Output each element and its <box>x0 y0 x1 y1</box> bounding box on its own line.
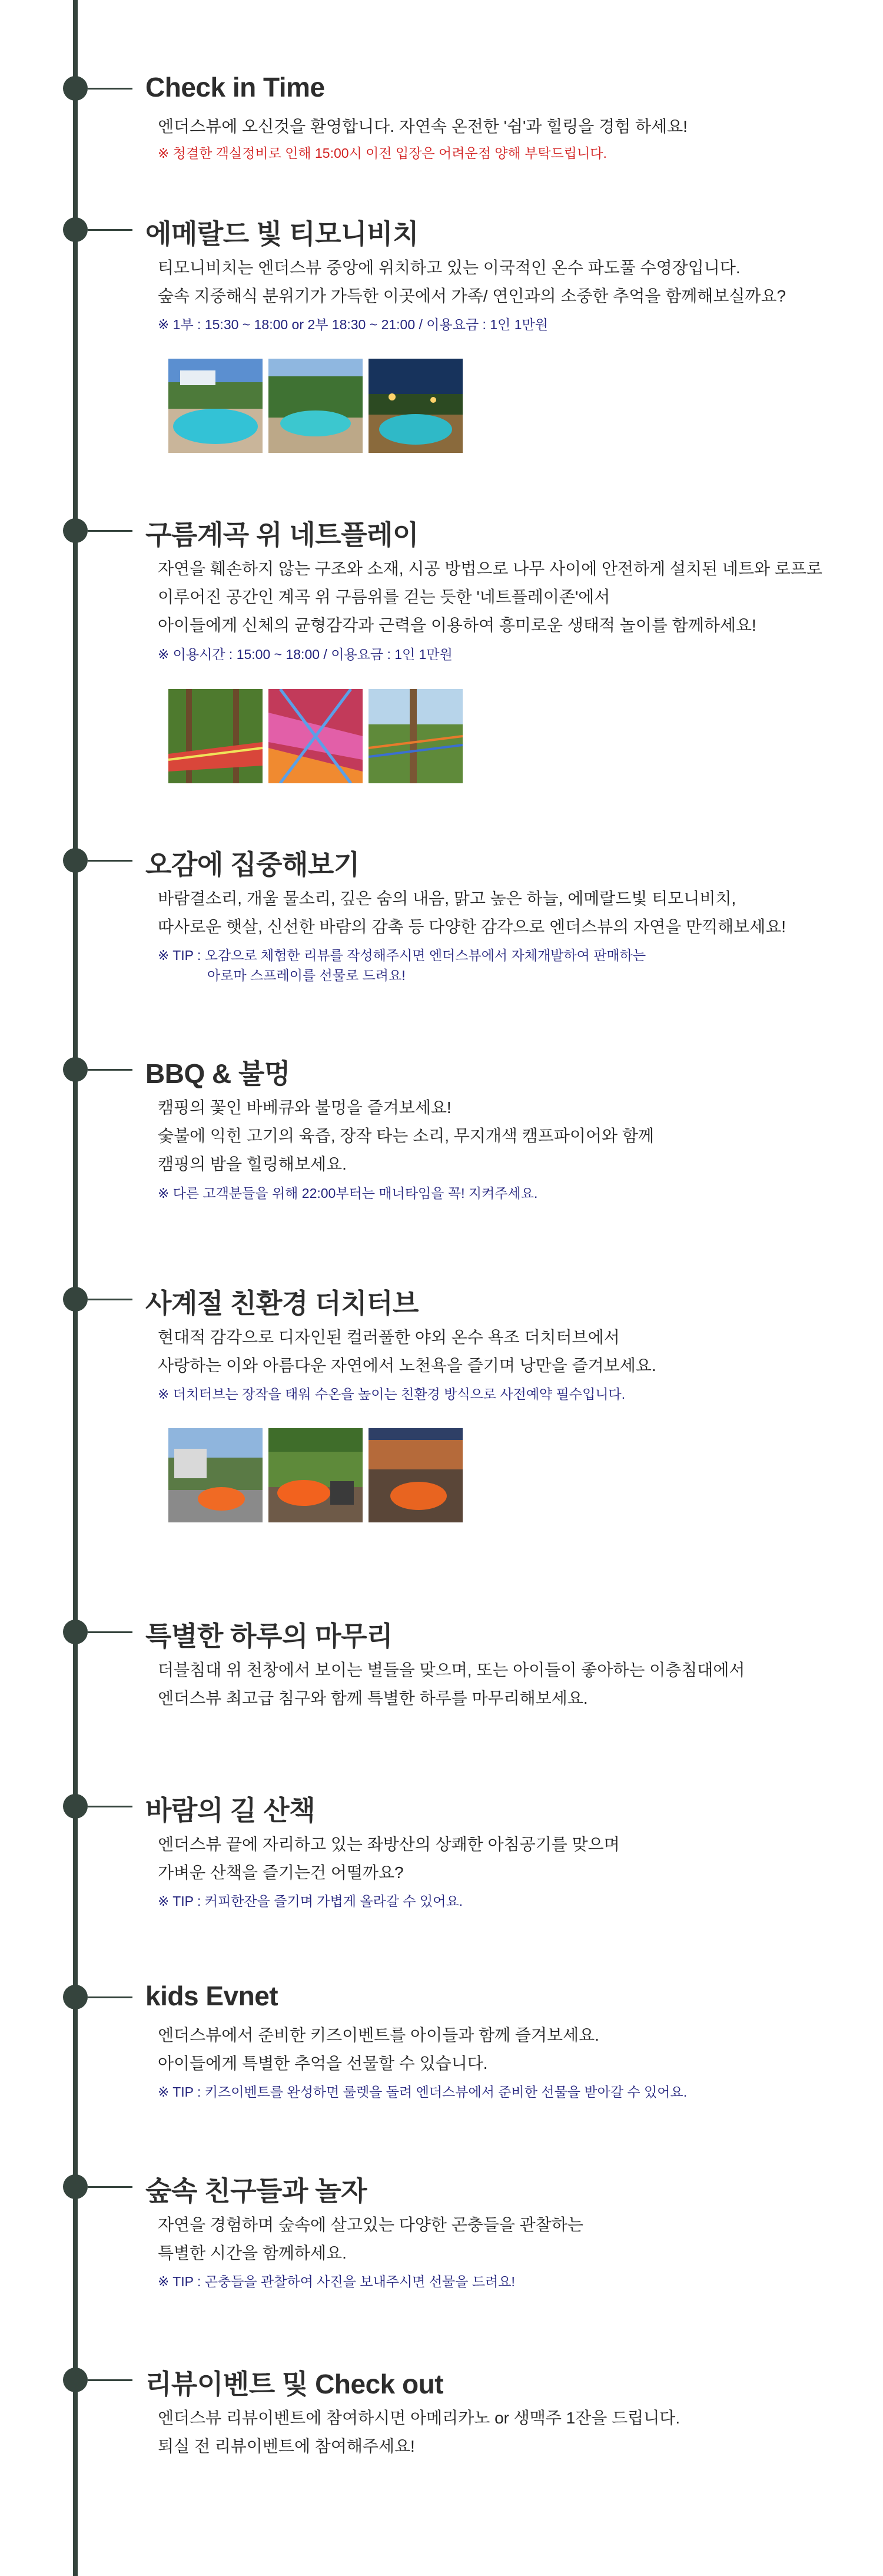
section-description: 더블침대 위 천창에서 보이는 별들을 맞으며, 또는 아이들이 좋아하는 이층침대에서 엔더스뷰 최고급 침구와 함께 특별한 하루를 마무리해보세요. <box>158 1661 745 1707</box>
section-title: 특별한 하루의 마무리 <box>145 1621 393 1651</box>
pool-photo-3 <box>369 359 463 453</box>
timeline-dot <box>63 518 88 543</box>
section-note: ※ 다른 고객분들을 위해 22:00부터는 매너타임을 꼭! 지켜주세요. <box>158 1186 538 1201</box>
timeline-dot <box>63 1057 88 1082</box>
section-note: ※ TIP : 오감으로 체험한 리뷰를 작성해주시면 엔더스뷰에서 자체개발하여 판매하는 아로마 스프레이를 선물로 드려요! <box>158 948 646 983</box>
photo-gallery <box>168 689 463 783</box>
timeline-connector <box>88 860 132 862</box>
tub-photo-3 <box>369 1428 463 1522</box>
timeline-connector <box>88 2186 132 2188</box>
timeline-connector <box>88 88 132 90</box>
timeline-dot <box>63 1287 88 1312</box>
section-description: 자연을 경험하며 숲속에 살고있는 다양한 곤충들을 관찰하는 특별한 시간을 함께하세요. <box>158 2216 583 2262</box>
section-description: 현대적 감각으로 디자인된 컬러풀한 야외 온수 욕조 더치터브에서 사랑하는 이와 아름다운 자연에서 노천욕을 즐기며 낭만을 즐겨보세요. <box>158 1328 656 1375</box>
section-note: ※ 1부 : 15:30 ~ 18:00 or 2부 18:30 ~ 21:00 / 이용요금 : 1인 1만원 <box>158 317 548 332</box>
section-description: 엔더스뷰에서 준비한 키즈이벤트를 아이들과 함께 즐겨보세요. 아이들에게 특별한 추억을 선물할 수 있습니다. <box>158 2026 599 2072</box>
section-title: Check in Time <box>145 72 325 102</box>
timeline-connector <box>88 1996 132 1998</box>
timeline-dot <box>63 217 88 242</box>
section-title: kids Evnet <box>145 1981 278 2011</box>
tub-photo-2 <box>268 1428 363 1522</box>
pool-photo-1 <box>168 359 263 453</box>
section-note: ※ 이용시간 : 15:00 ~ 18:00 / 이용요금 : 1인 1만원 <box>158 647 453 662</box>
section-title: 리뷰이벤트 및 Check out <box>145 2369 444 2399</box>
section-title: 숲속 친구들과 놀자 <box>145 2176 367 2206</box>
timeline-connector <box>88 1299 132 1300</box>
photo-gallery <box>168 1428 463 1522</box>
section-description: 엔더스뷰에 오신것을 환영합니다. 자연속 온전한 '쉼'과 힐링을 경험 하세요! <box>158 117 688 135</box>
timeline-connector <box>88 2379 132 2381</box>
timeline-connector <box>88 1631 132 1633</box>
timeline-dot <box>63 1985 88 2009</box>
section-title: 오감에 집중해보기 <box>145 849 360 880</box>
section-description: 캠핑의 꽃인 바베큐와 불멍을 즐겨보세요! 숯불에 익힌 고기의 육즙, 장작 타는 소리, 무지개색 캠프파이어와 함께 캠핑의 밤을 힐링해보세요. <box>158 1098 654 1173</box>
timeline-dot <box>63 76 88 101</box>
section-title: BBQ & 불멍 <box>145 1058 290 1089</box>
tub-photo-1 <box>168 1428 263 1522</box>
net-photo-3 <box>369 689 463 783</box>
net-photo-2 <box>268 689 363 783</box>
timeline-connector <box>88 1069 132 1071</box>
timeline-connector <box>88 1806 132 1807</box>
section-description: 엔더스뷰 끝에 자리하고 있는 좌방산의 상쾌한 아침공기를 맞으며 가벼운 산책을 즐기는건 어떨까요? <box>158 1835 620 1882</box>
section-note: ※ 청결한 객실정비로 인해 15:00시 이전 입장은 어려운점 양해 부탁드립니다. <box>158 145 607 161</box>
section-note: ※ TIP : 곤충들을 관찰하여 사진을 보내주시면 선물을 드려요! <box>158 2274 515 2289</box>
timeline-connector <box>88 229 132 231</box>
section-note: ※ TIP : 키즈이벤트를 완성하면 룰렛을 돌려 엔더스뷰에서 준비한 선물을 받아갈 수 있어요. <box>158 2084 688 2100</box>
section-description: 자연을 훼손하지 않는 구조와 소재, 시공 방법으로 나무 사이에 안전하게 설치된 네트와 로프로 이루어진 공간인 계곡 위 구름위를 걷는 듯한 '네트플레이존'에서 아이들에게 신체의 균형감각과 근력을 이용하여 흥미로운 생태적 놀이를 함께하세요! <box>158 559 822 634</box>
section-title: 구름계곡 위 네트플레이 <box>145 519 419 550</box>
timeline-dot <box>63 1794 88 1819</box>
photo-gallery <box>168 359 463 453</box>
net-photo-1 <box>168 689 263 783</box>
timeline-connector <box>88 530 132 532</box>
section-title: 에메랄드 빛 티모니비치 <box>145 218 419 249</box>
timeline-dot <box>63 2368 88 2392</box>
section-note: ※ 더치터브는 장작을 태워 수온을 높이는 친환경 방식으로 사전예약 필수입니다. <box>158 1386 626 1402</box>
section-description: 바람결소리, 개울 물소리, 깊은 숨의 내음, 맑고 높은 하늘, 에메랄드빛 티모니비치, 따사로운 햇살, 신선한 바람의 감촉 등 다양한 감각으로 엔더스뷰의 자연을 만끽해보세요! <box>158 889 786 936</box>
section-description: 티모니비치는 엔더스뷰 중앙에 위치하고 있는 이국적인 온수 파도풀 수영장입니다. 숲속 지중해식 분위기가 가득한 이곳에서 가족/ 연인과의 소중한 추억을 함께해보실까요? <box>158 259 786 305</box>
section-note: ※ TIP : 커피한잔을 즐기며 가볍게 올라갈 수 있어요. <box>158 1893 463 1909</box>
timeline-dot <box>63 1620 88 1644</box>
section-title: 바람의 길 산책 <box>145 1795 316 1826</box>
section-title: 사계절 친환경 더치터브 <box>145 1288 419 1319</box>
pool-photo-2 <box>268 359 363 453</box>
timeline-dot <box>63 848 88 873</box>
timeline-dot <box>63 2174 88 2199</box>
section-description: 엔더스뷰 리뷰이벤트에 참여하시면 아메리카노 or 생맥주 1잔을 드립니다. 퇴실 전 리뷰이벤트에 참여해주세요! <box>158 2409 680 2455</box>
